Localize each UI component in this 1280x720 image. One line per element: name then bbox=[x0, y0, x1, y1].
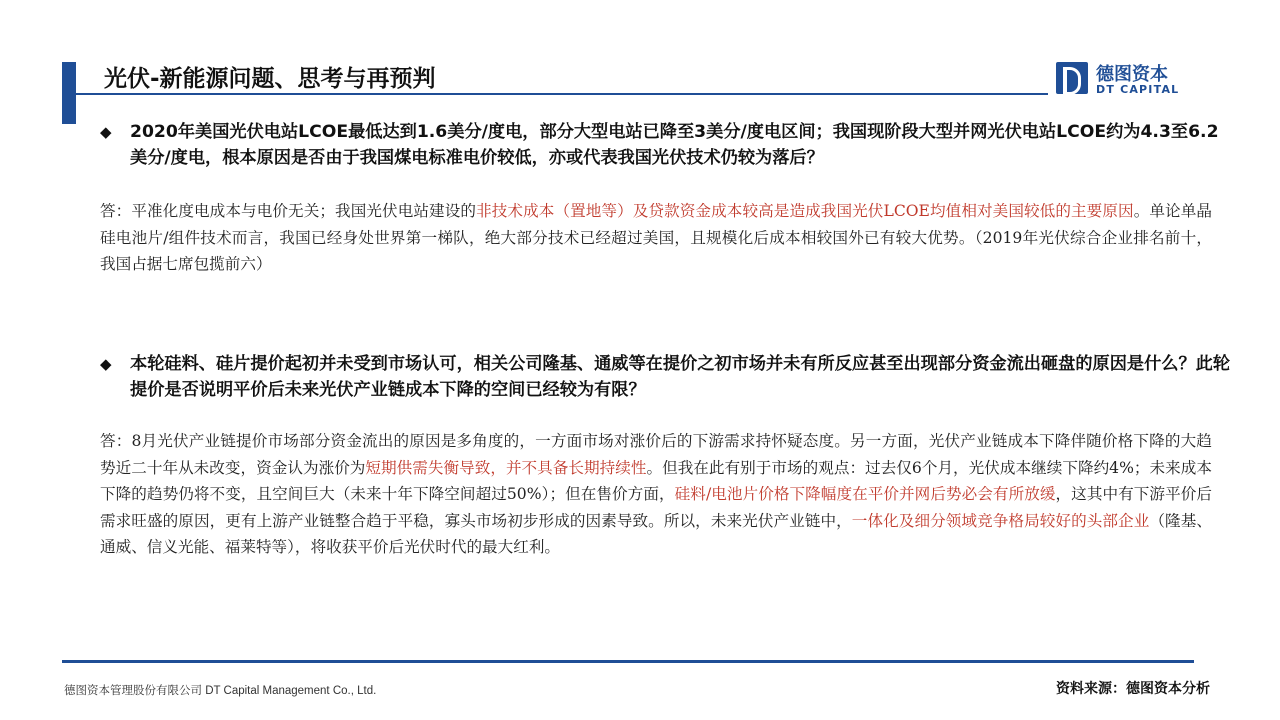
logo-chinese-name: 德图资本 bbox=[1096, 64, 1168, 85]
answer-1-text: 答：平准化度电成本与电价无关；我国光伏电站建设的 bbox=[100, 202, 477, 220]
answer-1-highlight: 非技术成本（置地等）及贷款资金成本较高是造成我国光伏LCOE均值相对美国较低的主要原因 bbox=[476, 202, 1134, 220]
title-divider bbox=[76, 93, 1048, 95]
answer-2-text-cont-1: 。但我在此有别于市场的观点：过去仅6个月，光伏成本继续下降约4%；未来成本下降的趋势仍将不变，且空间巨大（未来十年下降空间超过50%）；但在售价方面， bbox=[100, 458, 1212, 503]
title-accent-bar bbox=[62, 62, 76, 124]
answer-2-text-cont-2: ，这其中有下游平价后需求旺盛的原因，更有上游产业链整合趋于平稳，寡头市场初步形成的因素导致。所以，未来光伏产业链中， bbox=[100, 485, 1212, 530]
answer-2-highlight-1: 短期供需失衡导致，并不具备长期持续性 bbox=[365, 458, 647, 477]
diamond-bullet-icon: ◆ bbox=[100, 355, 112, 373]
answer-2-highlight-2: 硅料/电池片价格下降幅度在平价并网后势必会有所放缓 bbox=[674, 485, 1056, 503]
question-2-text: 本轮硅料、硅片提价起初并未受到市场认可，相关公司隆基、通威等在提价之初市场并未有所反应甚至出现部分资金流出砸盘的原因是什么？此轮提价是否说明平价后未来光伏产业链成本下降的空间已经较为有限？ bbox=[130, 354, 1231, 400]
footer-company-name: 德图资本管理股份有限公司 DT Capital Management Co., Ltd. bbox=[64, 685, 377, 697]
question-1-text: 2020年美国光伏电站LCOE最低达到1.6美分/度电，部分大型电站已降至3美分/度电区间；我国现阶段大型并网光伏电站LCOE约为4.3至6.2美分/度电，根本原因是否由于我国煤电标准电价较低，亦或代表我国光伏技术仍较为落后？ bbox=[130, 122, 1219, 168]
page-title: 光伏-新能源问题、思考与再预判 bbox=[104, 66, 436, 92]
answer-2-text-cont-3: （隆基、通威、信义光能、福莱特等），将收获平价后光伏时代的最大红利。 bbox=[100, 511, 1212, 556]
answer-2 bbox=[100, 428, 1212, 561]
question-1 bbox=[100, 119, 1230, 171]
answer-1-text-cont: 。单论单晶硅电池片/组件技术而言，我国已经身处世界第一梯队，绝大部分技术已经超过美国，且规模化后成本相较国外已有较大优势。（2019年光伏综合企业排名前十，我国占据七席包揽前六） bbox=[100, 202, 1212, 273]
company-logo bbox=[1056, 62, 1186, 98]
footer-source: 资料来源：德图资本分析 bbox=[1056, 681, 1210, 697]
logo-english-name: DT CAPITAL bbox=[1096, 83, 1180, 96]
question-2 bbox=[100, 351, 1230, 403]
logo-d-icon bbox=[1056, 62, 1088, 94]
footer-divider bbox=[62, 660, 1194, 663]
diamond-bullet-icon: ◆ bbox=[100, 123, 112, 141]
answer-1 bbox=[100, 198, 1212, 278]
answer-2-highlight-3: 一体化及细分领域竞争格局较好的头部企业 bbox=[851, 511, 1150, 530]
answer-2-text: 答：8月光伏产业链提价市场部分资金流出的原因是多角度的，一方面市场对涨价后的下游需求持怀疑态度。另一方面，光伏产业链成本下降伴随价格下降的大趋势近二十年从未改变，资金认为涨价为 bbox=[100, 432, 1212, 477]
